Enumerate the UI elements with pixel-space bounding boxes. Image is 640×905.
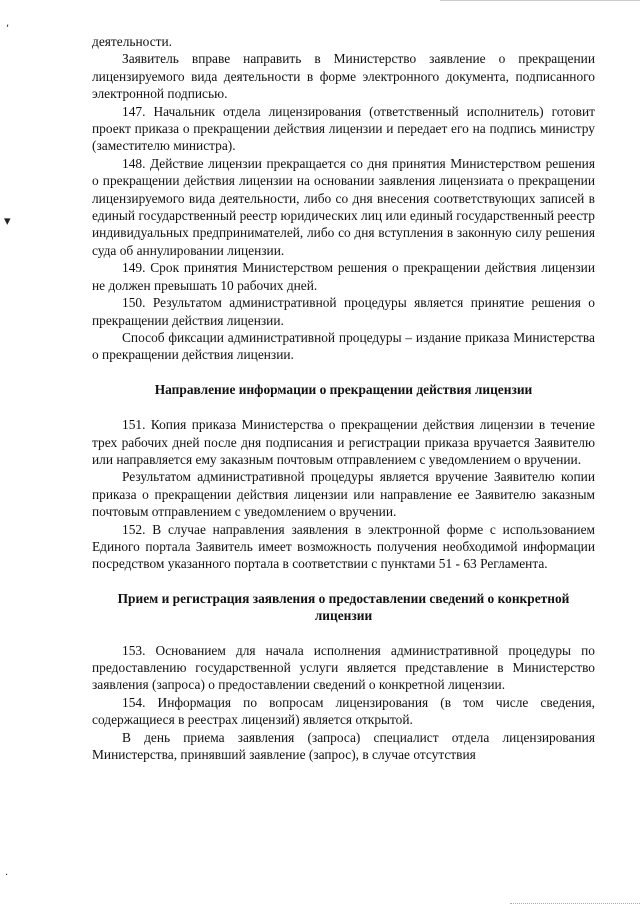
paragraph-153: 153. Основанием для начала исполнения административной процедуры по предоставлению государственной услуги является представление в Министерство заявления (запроса) о предоставлении сведений о конкретной лицензии. (92, 642, 595, 693)
paragraph: Способ фиксации административной процедуры – издание приказа Министерства о прекращении действия лицензии. (92, 329, 595, 363)
paragraph: Результатом административной процедуры является вручение Заявителю копии приказа о прекращении действия лицензии или направление ее Заявителю заказным почтовым отправлением с уведомлением о вручении. (92, 469, 595, 520)
document-body (92, 33, 595, 763)
paragraph: Заявитель вправе направить в Министерство заявление о прекращении лицензируемого вида деятельности в форме электронного документа, подписанного электронной подписью. (92, 51, 595, 102)
paragraph-149: 149. Срок принятия Министерством решения о прекращении действия лицензии не должен превышать 10 рабочих дней. (92, 260, 595, 293)
scan-mark: ▾ (4, 214, 11, 229)
paragraph-152: 152. В случае направления заявления в электронной форме с использованием Единого портала Заявитель имеет возможность получения необходимой информации посредством указанного портала в соответствии с пунктами 51 - 63 Регламента. (92, 521, 595, 572)
section-heading: Прием и регистрация заявления о предоставлении сведений о конкретной лицензии (117, 590, 570, 624)
scan-mark: , (6, 18, 10, 29)
paragraph: В день приема заявления (запроса) специалист отдела лицензирования Министерства, принявший заявление (запрос), в случае отсутствия (92, 729, 595, 763)
paragraph-148: 148. Действие лицензии прекращается со дня принятия Министерством решения о прекращении действия лицензии на основании заявления лицензиата о прекращении лицензируемого вида деятельности, либо со дня внесения соответствующих записей в единый государственный реестр юридических лиц или единый государственный реестр индивидуальных предпринимателей, либо со дня вступления в законную силу решения суда об аннулировании лицензии. (92, 155, 595, 258)
paragraph-147: 147. Начальник отдела лицензирования (ответственный исполнитель) готовит проект приказа о прекращении действия лицензии и передает его на подпись министру (заместителю министра). (92, 103, 595, 154)
scan-mark: · (5, 870, 9, 881)
paragraph-154: 154. Информация по вопросам лицензирования (в том числе сведения, содержащиеся в реестрах лицензий) является открытой. (92, 694, 595, 728)
paragraph-150: 150. Результатом административной процедуры является принятие решения о прекращении действия лицензии. (92, 295, 595, 328)
paragraph-151: 151. Копия приказа Министерства о прекращении действия лицензии в течение трех рабочих дней после дня подписания и регистрации приказа вручается Заявителю или направляется ему заказным почтовым отправлением с уведомлением о вручении. (92, 417, 595, 467)
section-heading: Направление информации о прекращении действия лицензии (154, 381, 533, 397)
paragraph: деятельности. (92, 34, 173, 49)
scan-edge-top (440, 0, 640, 1)
